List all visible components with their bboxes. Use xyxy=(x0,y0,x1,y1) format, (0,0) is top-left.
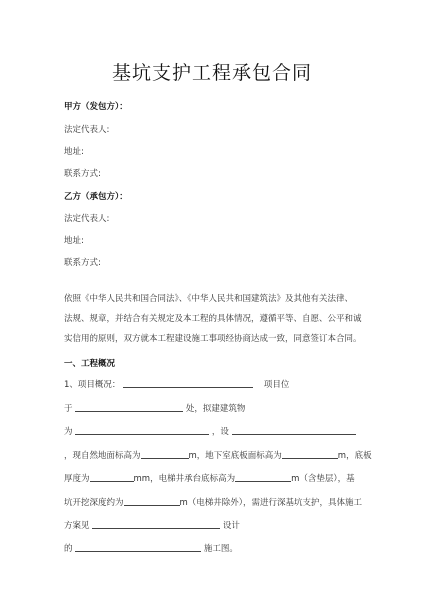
overview-line-1 xyxy=(64,378,289,390)
preamble-line-3: 实信用的原则，双方就本工程建设施工事项经协商达成一致，同意签订本合同。 xyxy=(64,334,362,344)
ground-elevation-blank[interactable] xyxy=(141,449,189,459)
party-a-contact-label: 联系方式: xyxy=(64,169,101,179)
party-b-heading: 乙方（承包方）： xyxy=(64,192,128,202)
construction-drawing-text: 施工图。 xyxy=(203,544,238,554)
party-b-address-label: 地址: xyxy=(64,236,84,246)
basement-elevation-blank[interactable] xyxy=(282,449,338,459)
located-at-text: 于 xyxy=(64,404,73,414)
overview-line-7 xyxy=(64,519,240,531)
overview-line-5 xyxy=(64,472,364,484)
location-blank[interactable] xyxy=(75,402,183,412)
excavation-depth-label: 坑开挖深度约为 xyxy=(64,498,124,508)
cushion-layer-text: m（含垫层），基 xyxy=(291,474,355,484)
preamble-paragraph xyxy=(64,289,364,349)
planned-building-text: 处，拟建建筑物 xyxy=(185,404,246,414)
overview-line-2 xyxy=(64,402,245,414)
set-text: ，设 xyxy=(211,427,229,437)
page-title: 基坑支护工程承包合同 xyxy=(111,62,312,84)
preamble-line-2: 法规、规章，并结合有关规定及本工程的具体情况，遵循平等、自愿、公平和诚 xyxy=(64,314,362,324)
project-location-text: 项目位 xyxy=(263,380,290,390)
building-is-text: 为 xyxy=(64,427,73,437)
design-unit-blank[interactable] xyxy=(92,519,220,529)
party-b-rep-label: 法定代表人: xyxy=(64,214,110,224)
overview-label: 1、项目概况： xyxy=(64,380,121,390)
party-a-rep-label: 法定代表人: xyxy=(64,125,110,135)
project-overview-blank[interactable] xyxy=(123,378,253,388)
elevator-pit-blank[interactable] xyxy=(235,472,291,482)
slab-thickness-label: 厚度为 xyxy=(64,474,90,484)
of-text: 的 xyxy=(64,544,73,554)
section-1-heading: 一、工程概况 xyxy=(64,359,116,369)
overview-line-3 xyxy=(64,425,356,437)
basement-elevation-label: m，地下室底板面标高为 xyxy=(188,451,282,461)
support-requirement-text: m（电梯井除外），需进行深基坑支护，具体施工 xyxy=(179,498,363,508)
preamble-line-1: 依照《中华人民共和国合同法》、《中华人民共和国建筑法》及其他有关法律、 xyxy=(64,294,354,304)
building-type-blank[interactable] xyxy=(75,425,209,435)
overview-line-6 xyxy=(64,496,364,508)
party-a-heading: 甲方（发包方）： xyxy=(64,102,128,112)
party-b-contact-label: 联系方式: xyxy=(64,258,101,268)
building-spec-blank[interactable] xyxy=(232,425,356,435)
slab-thickness-blank[interactable] xyxy=(90,472,134,482)
party-a-address-label: 地址: xyxy=(64,147,84,157)
ground-elevation-label: ，现自然地面标高为 xyxy=(64,451,141,461)
drawing-name-blank[interactable] xyxy=(75,542,201,552)
plan-see-text: 方案见 xyxy=(64,521,90,531)
elevator-pit-label: mm，电梯井承台底标高为 xyxy=(133,474,236,484)
overview-line-4 xyxy=(64,449,372,461)
floor-slab-text: m，底板 xyxy=(337,451,372,461)
overview-line-8 xyxy=(64,542,238,554)
excavation-depth-blank[interactable] xyxy=(124,496,180,506)
design-text: 设计 xyxy=(222,521,240,531)
